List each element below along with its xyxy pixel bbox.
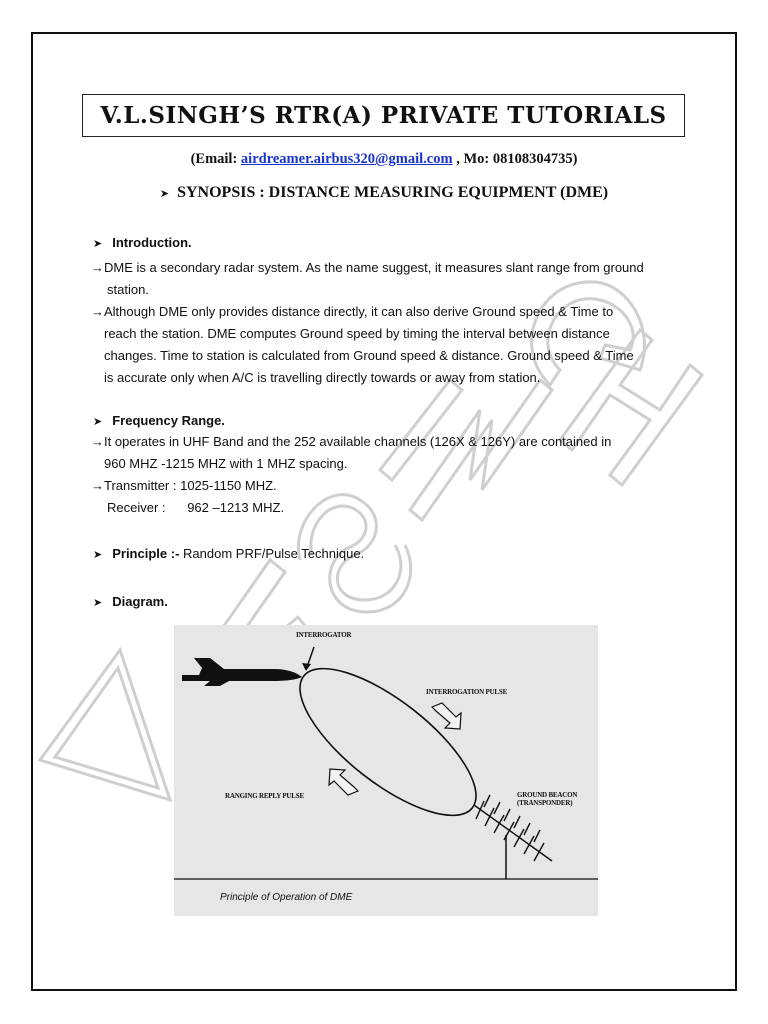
arrow-bullet-icon: ➤ — [93, 548, 103, 561]
frequency-line: 960 MHZ -1215 MHZ with 1 MHZ spacing. — [104, 456, 348, 471]
diagram-heading-text: Diagram. — [112, 594, 168, 609]
intro-line: →Although DME only provides distance directly, it can also derive Ground speed & Time to — [91, 304, 614, 319]
dme-diagram — [174, 625, 598, 916]
aircraft-icon — [182, 658, 302, 686]
principle-heading-text: Principle :- — [112, 546, 180, 561]
frequency-line: →Transmitter : 1025-1150 MHZ. — [91, 478, 277, 493]
reply-pulse-arrow-icon — [329, 769, 358, 795]
frequency-line: →It operates in UHF Band and the 252 available channels (126X & 126Y) are contained in — [91, 434, 612, 449]
contact-prefix: (Email: — [190, 151, 241, 167]
title-box — [82, 94, 685, 137]
intro-line: →DME is a secondary radar system. As the name suggest, it measures slant range from ground — [91, 260, 644, 275]
arrow-bullet-icon: ➤ — [93, 237, 103, 250]
contact-line — [0, 151, 768, 168]
interrogation-pulse-label: INTERROGATION PULSE — [426, 688, 508, 696]
interrogation-pulse-arrow-icon — [432, 703, 461, 729]
intro-line: reach the station. DME computes Ground speed by timing the interval between distance — [104, 326, 610, 341]
transponder-label: (TRANSPONDER) — [517, 799, 573, 807]
diagram-heading — [93, 594, 168, 609]
frequency-heading-text: Frequency Range. — [112, 413, 225, 428]
synopsis-text: SYNOPSIS : DISTANCE MEASURING EQUIPMENT (DME) — [177, 184, 609, 201]
ground-beacon-label: GROUND BEACON — [517, 791, 578, 799]
pulse-ellipse — [278, 644, 497, 840]
diagram-caption: Principle of Operation of DME — [220, 892, 353, 903]
email-link[interactable]: airdreamer.airbus320@gmail.com — [240, 151, 453, 167]
ranging-reply-label: RANGING REPLY PULSE — [225, 792, 304, 800]
arrow-bullet-icon: ➤ — [93, 415, 103, 428]
intro-line: changes. Time to station is calculated from Ground speed & distance. Ground speed & Time — [104, 348, 634, 363]
frequency-line: Receiver : 962 –1213 MHZ. — [107, 500, 285, 515]
principle-value: Random PRF/Pulse Technique. — [183, 546, 365, 561]
frequency-heading — [93, 413, 225, 428]
contact-suffix: , Mo: 08108304735) — [452, 151, 578, 167]
arrow-bullet-icon: ➤ — [93, 596, 103, 609]
intro-line: station. — [107, 282, 149, 297]
introduction-heading — [93, 235, 192, 250]
page-title: V.L.SINGH’S RTR(A) PRIVATE TUTORIALS — [100, 102, 667, 129]
principle-heading — [93, 546, 364, 561]
intro-line: is accurate only when A/C is travelling directly towards or away from station. — [104, 370, 541, 385]
interrogator-label: INTERROGATOR — [296, 631, 352, 639]
synopsis-heading — [0, 184, 768, 202]
arrow-bullet-icon: ➤ — [159, 187, 170, 200]
dme-diagram-drawing — [174, 625, 598, 916]
introduction-heading-text: Introduction. — [112, 235, 192, 250]
